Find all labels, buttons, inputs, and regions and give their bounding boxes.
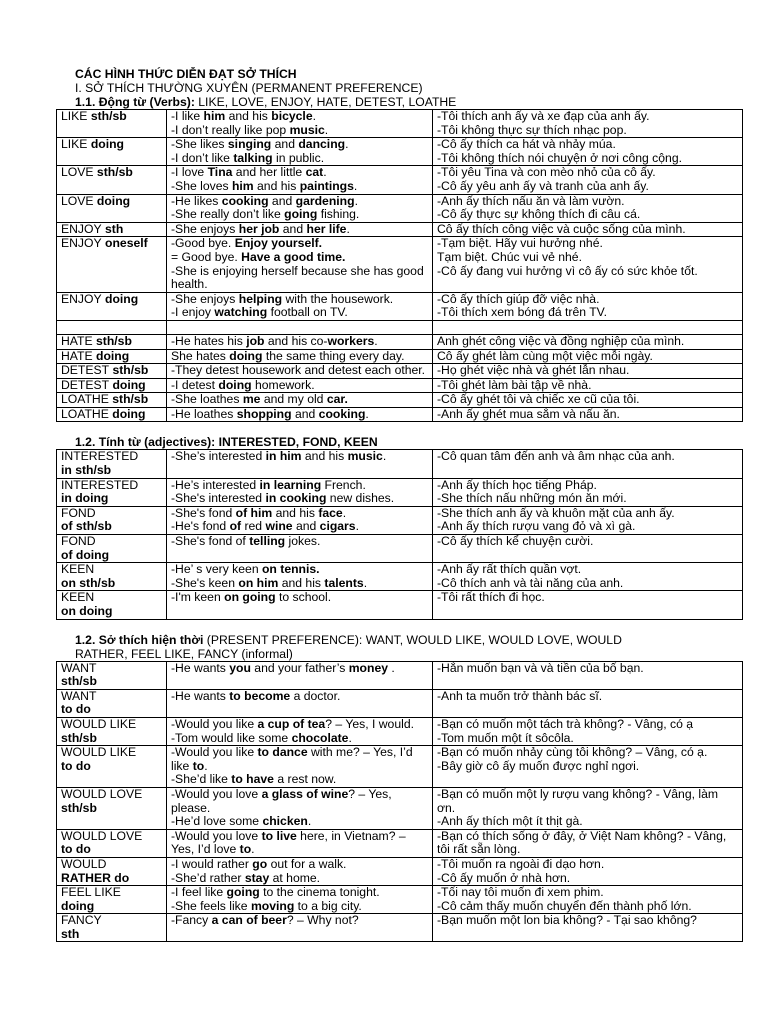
pattern-keyword: LOVE xyxy=(61,193,94,208)
pattern-cell xyxy=(57,886,167,914)
pattern-structure: sth/sb xyxy=(92,333,132,348)
pattern-keyword: FOND xyxy=(61,534,96,549)
vietnamese-translation-line: -Tôi không thích nói chuyện ở nơi công cộng. xyxy=(437,150,682,165)
vietnamese-translation-cell xyxy=(433,320,743,334)
pattern-keyword: WOULD xyxy=(61,856,107,871)
pattern-cell xyxy=(57,591,167,619)
pattern-cell xyxy=(57,563,167,591)
english-example-cell xyxy=(167,535,433,563)
english-example-line: -He's fond of red wine and cigars. xyxy=(171,519,359,534)
table-row xyxy=(57,237,743,292)
english-example-line: -He’s interested in learning French. xyxy=(171,477,366,492)
vietnamese-translation-line: -Cô cảm thấy muốn chuyển đến thành phố lớn. xyxy=(437,898,692,913)
table-row xyxy=(57,320,743,334)
english-example-cell xyxy=(167,857,433,885)
vietnamese-translation-line: -Tôi muốn ra ngoài đi dạo hơn. xyxy=(437,856,605,871)
english-example-cell xyxy=(167,349,433,364)
english-example-cell xyxy=(167,450,433,478)
vietnamese-translation-cell xyxy=(433,563,743,591)
pattern-cell xyxy=(57,717,167,745)
english-example-line: -Good bye. Enjoy yourself. xyxy=(171,236,323,251)
pattern-structure: on sth/sb xyxy=(61,575,116,590)
pattern-cell xyxy=(57,334,167,349)
adjectives-table xyxy=(56,449,743,619)
vietnamese-translation-cell xyxy=(433,857,743,885)
subheading-verbs xyxy=(75,95,742,109)
english-example-line: -Would you love a glass of wine? – Yes, please. xyxy=(171,786,392,815)
pattern-cell xyxy=(57,535,167,563)
pattern-keyword: WOULD LOVE xyxy=(61,786,143,801)
vietnamese-translation-line: -Bạn có thích sống ở đây, ở Việt Nam không? - Vâng, tôi rất sẵn lòng. xyxy=(437,828,727,857)
pattern-structure: to do xyxy=(61,702,91,717)
pattern-structure: of sth/sb xyxy=(61,519,112,534)
english-example-cell xyxy=(167,661,433,689)
table-row xyxy=(57,535,743,563)
vietnamese-translation-line: -Bây giờ cô ấy muốn được nghỉ ngơi. xyxy=(437,758,640,773)
section-heading-permanent: I. SỞ THÍCH THƯỜNG XUYÊN (PERMANENT PREFERENCE) xyxy=(75,81,423,95)
subheading-verbs-label: 1.1. Động từ (Verbs): xyxy=(75,95,195,109)
table-row xyxy=(57,591,743,619)
english-example-cell xyxy=(167,222,433,237)
english-example-cell xyxy=(167,746,433,788)
english-example-line: She hates doing the same thing every day. xyxy=(171,348,405,363)
table-row xyxy=(57,914,743,942)
table-row xyxy=(57,349,743,364)
pattern-keyword: FEEL LIKE xyxy=(61,885,121,900)
english-example-cell xyxy=(167,407,433,422)
vietnamese-translation-cell xyxy=(433,506,743,534)
vietnamese-translation-cell xyxy=(433,591,743,619)
pattern-cell xyxy=(57,829,167,857)
english-example-line: -Would you love to live here, in Vietnam? – Yes, I’d love to. xyxy=(171,828,406,857)
vietnamese-translation-cell xyxy=(433,689,743,717)
pattern-cell xyxy=(57,320,167,334)
english-example-cell xyxy=(167,364,433,379)
pattern-structure: to do xyxy=(61,842,91,857)
pattern-keyword: ENJOY xyxy=(61,291,102,306)
english-example-line: -She loves him and his paintings. xyxy=(171,178,358,193)
vietnamese-translation-line: -Anh ta muốn trở thành bác sĩ. xyxy=(437,688,603,703)
english-example-line: -They detest housework and detest each other. xyxy=(171,363,426,378)
table-row xyxy=(57,689,743,717)
vietnamese-translation-cell xyxy=(433,478,743,506)
pattern-keyword: HATE xyxy=(61,348,93,363)
english-example-line: -She enjoys helping with the housework. xyxy=(171,291,394,306)
table-row xyxy=(57,450,743,478)
vietnamese-translation-cell xyxy=(433,378,743,393)
vietnamese-translation-line: -Tôi rất thích đi học. xyxy=(437,590,545,605)
pattern-keyword: WOULD LIKE xyxy=(61,745,137,760)
pattern-cell xyxy=(57,407,167,422)
pattern-structure: sth xyxy=(61,926,80,941)
pattern-keyword: LOATHE xyxy=(61,392,109,407)
english-example-line: -She's fond of him and his face. xyxy=(171,505,347,520)
table-row xyxy=(57,506,743,534)
pattern-cell xyxy=(57,661,167,689)
english-example-line: -She really don’t like going fishing. xyxy=(171,207,360,222)
english-example-line: -Would you like a cup of tea? – Yes, I would. xyxy=(171,716,414,731)
vietnamese-translation-cell xyxy=(433,886,743,914)
english-example-cell xyxy=(167,110,433,138)
english-example-line: -She’d rather stay at home. xyxy=(171,870,321,885)
table-row xyxy=(57,829,743,857)
english-example-line: -I detest doing homework. xyxy=(171,377,315,392)
vietnamese-translation-line: -She thích nấu những món ăn mới. xyxy=(437,491,627,506)
vietnamese-translation-line: Anh ghét công việc và đồng nghiệp của mình. xyxy=(437,333,685,348)
english-example-line: -He’d love some chicken. xyxy=(171,814,312,829)
vietnamese-translation-cell xyxy=(433,787,743,829)
table-row xyxy=(57,292,743,320)
table-row xyxy=(57,222,743,237)
vietnamese-translation-cell xyxy=(433,407,743,422)
vietnamese-translation-line: -Bạn có muốn nhảy cùng tôi không? – Vâng, có ạ. xyxy=(437,745,708,760)
table-row xyxy=(57,334,743,349)
english-example-line: -She feels like moving to a big city. xyxy=(171,898,362,913)
english-example-line: -He likes cooking and gardening. xyxy=(171,193,358,208)
vietnamese-translation-line: Cô ấy thích công việc và cuộc sống của mình. xyxy=(437,221,686,236)
vietnamese-translation-line: -Tôi thích anh ấy và xe đạp của anh ấy. xyxy=(437,109,650,123)
english-example-cell xyxy=(167,591,433,619)
pattern-cell xyxy=(57,857,167,885)
vietnamese-translation-line: -Tom muốn một ít sôcôla. xyxy=(437,730,574,745)
pattern-keyword: LIKE xyxy=(61,109,88,123)
english-example-cell xyxy=(167,914,433,942)
vietnamese-translation-cell xyxy=(433,364,743,379)
vietnamese-translation-cell xyxy=(433,914,743,942)
english-example-line: -She loathes me and my old car. xyxy=(171,392,348,407)
vietnamese-translation-cell xyxy=(433,292,743,320)
table-row xyxy=(57,393,743,408)
pattern-structure: in sth/sb xyxy=(61,463,112,478)
english-example-cell xyxy=(167,886,433,914)
pattern-cell xyxy=(57,746,167,788)
vietnamese-translation-line: -Bạn muốn một lon bia không? - Tại sao không? xyxy=(437,913,697,928)
pattern-structure: of doing xyxy=(61,547,110,562)
vietnamese-translation-cell xyxy=(433,717,743,745)
pattern-structure: oneself xyxy=(101,236,148,251)
vietnamese-translation-line: -Cô ấy thích ca hát và nhảy múa. xyxy=(437,137,616,152)
english-example-cell xyxy=(167,717,433,745)
english-example-line: -He loathes shopping and cooking. xyxy=(171,406,369,421)
english-example-line: -I don’t like talking in public. xyxy=(171,150,325,165)
vietnamese-translation-line: -Cô quan tâm đến anh và âm nhạc của anh. xyxy=(437,449,675,464)
english-example-line: -He wants to become a doctor. xyxy=(171,688,341,703)
pattern-keyword: WOULD LOVE xyxy=(61,828,143,843)
vietnamese-translation-line: -She thích anh ấy và khuôn mặt của anh ấy. xyxy=(437,505,675,520)
vietnamese-translation-cell xyxy=(433,222,743,237)
vietnamese-translation-cell xyxy=(433,138,743,166)
vietnamese-translation-line: -Họ ghét việc nhà và ghét lẫn nhau. xyxy=(437,363,630,378)
pattern-cell xyxy=(57,349,167,364)
pattern-cell xyxy=(57,110,167,138)
english-example-cell xyxy=(167,393,433,408)
vietnamese-translation-line: -Cô ấy đang vui hưởng vì cô ấy có sức khỏe tốt. xyxy=(437,263,698,278)
vietnamese-translation-line: -Cô ấy thực sự không thích đi câu cá. xyxy=(437,207,641,222)
pattern-cell xyxy=(57,138,167,166)
english-example-line: -She enjoys her job and her life. xyxy=(171,221,350,236)
verbs-table xyxy=(56,109,743,422)
english-example-line: -She's interested in cooking new dishes. xyxy=(171,491,395,506)
vietnamese-translation-line: -Hắn muốn bạn và và tiền của bố bạn. xyxy=(437,660,644,675)
vietnamese-translation-cell xyxy=(433,110,743,138)
vietnamese-translation-cell xyxy=(433,661,743,689)
vietnamese-translation-cell xyxy=(433,194,743,222)
table-row xyxy=(57,886,743,914)
pattern-cell xyxy=(57,787,167,829)
pattern-structure: doing xyxy=(109,377,146,392)
vietnamese-translation-line: -Anh ấy ghét mua sắm và nấu ăn. xyxy=(437,406,620,421)
subheading-present-label: 1.2. Sở thích hiện thời xyxy=(75,632,204,647)
pattern-cell xyxy=(57,237,167,292)
vietnamese-translation-line: Tạm biệt. Chúc vui vẻ nhé. xyxy=(437,249,582,264)
vietnamese-translation-line: -Tôi ghét làm bài tập về nhà. xyxy=(437,377,592,392)
pattern-cell xyxy=(57,292,167,320)
english-example-line: -She is enjoying herself because she has good health. xyxy=(171,263,424,292)
english-example-line: -Fancy a can of beer? – Why not? xyxy=(171,913,359,928)
english-example-cell xyxy=(167,166,433,194)
pattern-structure: to do xyxy=(61,758,91,773)
pattern-keyword: ENJOY xyxy=(61,221,102,236)
english-example-cell xyxy=(167,563,433,591)
pattern-cell xyxy=(57,478,167,506)
pattern-keyword: ENJOY xyxy=(61,236,102,251)
pattern-structure: doing xyxy=(108,406,146,421)
pattern-cell xyxy=(57,166,167,194)
english-example-line: -I feel like going to the cinema tonight. xyxy=(171,885,380,900)
vietnamese-translation-line: -Anh ấy thích nấu ăn và làm vườn. xyxy=(437,193,625,208)
pattern-keyword: INTERESTED xyxy=(61,477,139,492)
vietnamese-translation-line: -Tạm biệt. Hãy vui hưởng nhé. xyxy=(437,236,603,251)
pattern-keyword: KEEN xyxy=(61,590,95,605)
pattern-cell xyxy=(57,914,167,942)
pattern-keyword: DETEST xyxy=(61,363,110,378)
vietnamese-translation-line: -Cô ấy ghét tôi và chiếc xe cũ của tôi. xyxy=(437,392,640,407)
vietnamese-translation-cell xyxy=(433,450,743,478)
pattern-structure: sth/sb xyxy=(109,363,149,378)
subheading-present-rest: (PRESENT PREFERENCE): WANT, WOULD LIKE, WOULD LOVE, WOULD xyxy=(203,632,622,647)
pattern-structure: doing xyxy=(101,291,139,306)
pattern-structure: sth/sb xyxy=(61,674,97,689)
english-example-cell xyxy=(167,478,433,506)
english-example-line: -She likes singing and dancing. xyxy=(171,137,349,152)
english-example-line: = Good bye. Have a good time. xyxy=(171,249,346,264)
pattern-structure: on doing xyxy=(61,604,113,618)
pattern-keyword: WANT xyxy=(61,660,97,675)
vietnamese-translation-cell xyxy=(433,237,743,292)
table-row xyxy=(57,138,743,166)
pattern-keyword: LOATHE xyxy=(61,406,109,421)
vietnamese-translation-cell xyxy=(433,393,743,408)
english-example-line: -She's keen on him and his talents. xyxy=(171,575,368,590)
pattern-structure: doing xyxy=(87,137,124,152)
table-row xyxy=(57,194,743,222)
subheading-adjectives-text: 1.2. Tính từ (adjectives): INTERESTED, FOND, KEEN xyxy=(75,435,378,450)
pattern-cell xyxy=(57,689,167,717)
english-example-cell xyxy=(167,237,433,292)
pattern-cell xyxy=(57,506,167,534)
english-example-cell xyxy=(167,320,433,334)
vietnamese-translation-cell xyxy=(433,746,743,788)
pattern-structure: sth/sb xyxy=(61,800,97,815)
table-row xyxy=(57,746,743,788)
english-example-cell xyxy=(167,506,433,534)
english-example-line: -Would you like to dance with me? – Yes, I’d like to. xyxy=(171,745,413,773)
pattern-keyword: WANT xyxy=(61,688,97,703)
pattern-structure: in doing xyxy=(61,491,109,506)
pattern-keyword: LOVE xyxy=(61,165,94,180)
subheading-present-preference xyxy=(75,633,742,647)
english-example-line: -She's fond of telling jokes. xyxy=(171,534,321,549)
pattern-keyword: FOND xyxy=(61,505,96,520)
english-example-line: -He hates his job and his co-workers. xyxy=(171,333,378,348)
pattern-keyword: KEEN xyxy=(61,562,95,577)
table-row xyxy=(57,661,743,689)
english-example-line: -She’s interested in him and his music. xyxy=(171,449,387,464)
english-example-line: -He’ s very keen on tennis. xyxy=(171,562,320,577)
pattern-cell xyxy=(57,450,167,478)
english-example-cell xyxy=(167,689,433,717)
table-row xyxy=(57,857,743,885)
pattern-structure: sth/sb xyxy=(93,165,133,180)
english-example-cell xyxy=(167,292,433,320)
vietnamese-translation-line: -Cô thích anh và tài năng của anh. xyxy=(437,575,624,590)
vietnamese-translation-line: -Anh ấy rất thích quần vợt. xyxy=(437,562,582,577)
vietnamese-translation-cell xyxy=(433,535,743,563)
pattern-keyword: LIKE xyxy=(61,137,88,152)
english-example-line: -I'm keen on going to school. xyxy=(171,590,332,605)
vietnamese-translation-line: -Bạn có muốn một ly rượu vang không? - Vâng, làm ơn. xyxy=(437,786,719,815)
vietnamese-translation-line: -Cô ấy thích giúp đỡ việc nhà. xyxy=(437,291,600,306)
pattern-keyword: WOULD LIKE xyxy=(61,716,137,731)
vietnamese-translation-cell xyxy=(433,349,743,364)
english-example-cell xyxy=(167,194,433,222)
pattern-structure: RATHER do xyxy=(61,870,130,885)
pattern-structure: sth/sb xyxy=(87,109,127,123)
vietnamese-translation-line: -Cô ấy muốn ở nhà hơn. xyxy=(437,870,571,885)
english-example-cell xyxy=(167,138,433,166)
subheading-adjectives xyxy=(75,435,742,449)
vietnamese-translation-line: -Cô ấy yêu anh ấy và tranh của anh ấy. xyxy=(437,178,649,193)
english-example-line: -I love Tina and her little cat. xyxy=(171,165,327,180)
pattern-cell xyxy=(57,222,167,237)
pattern-structure: doing xyxy=(61,898,95,913)
subheading-verbs-list: LIKE, LOVE, ENJOY, HATE, DETEST, LOATHE xyxy=(194,95,457,109)
table-row xyxy=(57,787,743,829)
english-example-line: -He wants you and your father’s money . xyxy=(171,660,395,675)
subheading-present-line2: RATHER, FEEL LIKE, FANCY (informal) xyxy=(75,646,293,661)
english-example-cell xyxy=(167,334,433,349)
document-page xyxy=(56,67,742,942)
vietnamese-translation-line: Cô ấy ghét làm cùng một việc mỗi ngày. xyxy=(437,348,653,363)
table-row xyxy=(57,563,743,591)
english-example-line: -Tom would like some chocolate. xyxy=(171,730,352,745)
vietnamese-translation-cell xyxy=(433,334,743,349)
english-example-cell xyxy=(167,829,433,857)
table-row xyxy=(57,478,743,506)
english-example-line: -I would rather go out for a walk. xyxy=(171,856,347,871)
vietnamese-translation-line: -Tối nay tôi muốn đi xem phim. xyxy=(437,885,604,900)
present-preference-table xyxy=(56,661,743,943)
pattern-structure: sth/sb xyxy=(61,730,97,745)
pattern-cell xyxy=(57,378,167,393)
english-example-cell xyxy=(167,378,433,393)
pattern-cell xyxy=(57,194,167,222)
vietnamese-translation-line: -Cô ấy thích kể chuyện cười. xyxy=(437,534,594,549)
pattern-keyword: INTERESTED xyxy=(61,449,139,464)
table-row xyxy=(57,407,743,422)
pattern-structure: sth/sb xyxy=(108,392,149,407)
english-example-line: -I like him and his bicycle. xyxy=(171,109,316,123)
pattern-structure: sth xyxy=(101,221,124,236)
pattern-structure: doing xyxy=(92,348,130,363)
pattern-keyword: DETEST xyxy=(61,377,110,392)
table-row xyxy=(57,110,743,138)
table-row xyxy=(57,378,743,393)
table-row xyxy=(57,717,743,745)
document-title: CÁC HÌNH THỨC DIỄN ĐẠT SỞ THÍCH xyxy=(75,67,297,81)
vietnamese-translation-line: -Anh ấy thích một ít thịt gà. xyxy=(437,814,583,829)
pattern-cell xyxy=(57,364,167,379)
pattern-structure: doing xyxy=(93,193,131,208)
table-row xyxy=(57,166,743,194)
table-row xyxy=(57,364,743,379)
vietnamese-translation-cell xyxy=(433,166,743,194)
vietnamese-translation-cell xyxy=(433,829,743,857)
english-example-cell xyxy=(167,787,433,829)
vietnamese-translation-line: -Bạn có muốn một tách trà không? - Vâng, có ạ xyxy=(437,716,694,731)
vietnamese-translation-line: -Anh ấy thích học tiếng Pháp. xyxy=(437,477,597,492)
vietnamese-translation-line: -Tôi không thực sự thích nhạc pop. xyxy=(437,122,627,137)
pattern-keyword: HATE xyxy=(61,333,93,348)
vietnamese-translation-line: -Tôi thích xem bóng đá trên TV. xyxy=(437,305,608,320)
english-example-line: -I don’t really like pop music. xyxy=(171,122,329,137)
pattern-keyword: FANCY xyxy=(61,913,102,928)
english-example-line: -She’d like to have a rest now. xyxy=(171,772,337,787)
pattern-cell xyxy=(57,393,167,408)
english-example-line: -I enjoy watching football on TV. xyxy=(171,305,348,320)
vietnamese-translation-line: -Anh ấy thích rượu vang đỏ và xì gà. xyxy=(437,519,636,534)
vietnamese-translation-line: -Tôi yêu Tina và con mèo nhỏ của cô ấy. xyxy=(437,165,656,180)
